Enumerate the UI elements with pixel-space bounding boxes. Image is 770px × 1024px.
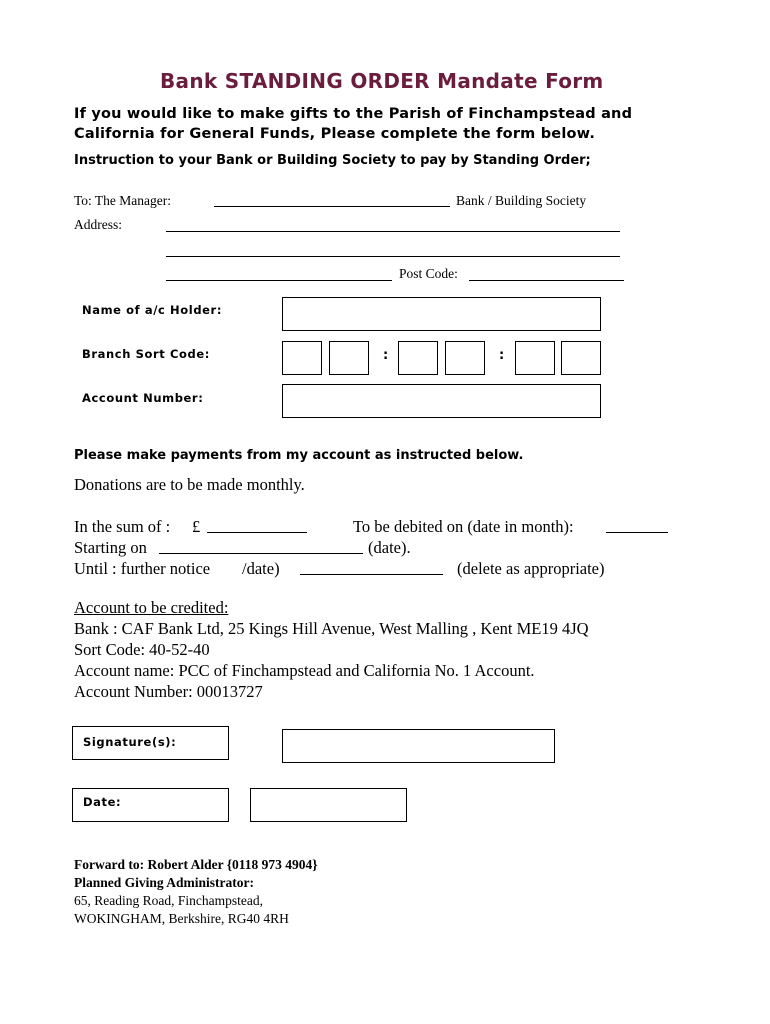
account-number-input[interactable]: [282, 384, 601, 418]
until-date-line[interactable]: [300, 574, 443, 575]
footer-address-1: 65, Reading Road, Finchampstead,: [74, 893, 263, 908]
address-line-1[interactable]: [166, 231, 620, 232]
debit-date-line[interactable]: [606, 532, 668, 533]
sort-code-box-4[interactable]: [445, 341, 485, 375]
until-label: Until : further notice: [74, 559, 211, 578]
footer-forward: Forward to: Robert Alder {0118 973 4904}: [74, 857, 318, 872]
debit-date-label: To be debited on (date in month):: [353, 517, 574, 536]
sort-code-box-3[interactable]: [398, 341, 438, 375]
date-input[interactable]: [250, 788, 407, 822]
postcode-line[interactable]: [469, 280, 624, 281]
bank-building-society-label: Bank / Building Society: [456, 193, 587, 208]
sort-code-box-5[interactable]: [515, 341, 555, 375]
starting-date-line[interactable]: [159, 553, 363, 554]
intro-line-2: California for General Funds, Please complete the form below.: [74, 126, 596, 142]
signature-label-box: [72, 726, 229, 760]
sort-code-box-1[interactable]: [282, 341, 322, 375]
form-title: Bank STANDING ORDER Mandate Form: [160, 69, 604, 93]
delete-note: (delete as appropriate): [457, 559, 605, 578]
date-label-box: [72, 788, 229, 822]
date-suffix: (date).: [368, 538, 411, 557]
credit-account-name: Account name: PCC of Finchampstead and California No. 1 Account.: [74, 661, 535, 680]
address-line-2[interactable]: [166, 256, 620, 257]
credit-sort-code: Sort Code: 40-52-40: [74, 640, 210, 659]
sort-code-box-2[interactable]: [329, 341, 369, 375]
payments-heading: Please make payments from my account as instructed below.: [74, 448, 524, 463]
credit-heading: Account to be credited:: [74, 598, 229, 617]
donations-text: Donations are to be made monthly.: [74, 475, 305, 494]
postcode-label: Post Code:: [399, 266, 458, 281]
credit-bank: Bank : CAF Bank Ltd, 25 Kings Hill Avenue, West Malling , Kent ME19 4JQ: [74, 619, 589, 638]
sort-code-separator-1: :: [383, 348, 389, 363]
ac-holder-label: Name of a/c Holder:: [82, 303, 223, 317]
starting-on-label: Starting on: [74, 538, 147, 557]
instruction-heading: Instruction to your Bank or Building Society to pay by Standing Order;: [74, 153, 591, 168]
address-label: Address:: [74, 217, 122, 232]
footer-role: Planned Giving Administrator:: [74, 875, 255, 890]
sort-code-separator-2: :: [499, 348, 505, 363]
to-manager-label: To: The Manager:: [74, 193, 172, 208]
intro-line-1: If you would like to make gifts to the Parish of Finchampstead and: [74, 106, 633, 122]
currency-symbol: £: [192, 517, 201, 536]
sort-code-label: Branch Sort Code:: [82, 347, 210, 361]
date-label: Date:: [83, 795, 122, 809]
ac-holder-input[interactable]: [282, 297, 601, 331]
account-number-label: Account Number:: [82, 391, 204, 405]
until-date-label: /date): [242, 559, 280, 578]
signature-label: Signature(s):: [83, 735, 177, 749]
footer-address-2: WOKINGHAM, Berkshire, RG40 4RH: [74, 911, 289, 926]
sum-label: In the sum of :: [74, 517, 171, 536]
signature-input[interactable]: [282, 729, 555, 763]
bank-name-line[interactable]: [214, 206, 450, 207]
sum-amount-line[interactable]: [207, 532, 307, 533]
credit-account-number: Account Number: 00013727: [74, 682, 263, 701]
sort-code-box-6[interactable]: [561, 341, 601, 375]
address-line-3[interactable]: [166, 280, 392, 281]
